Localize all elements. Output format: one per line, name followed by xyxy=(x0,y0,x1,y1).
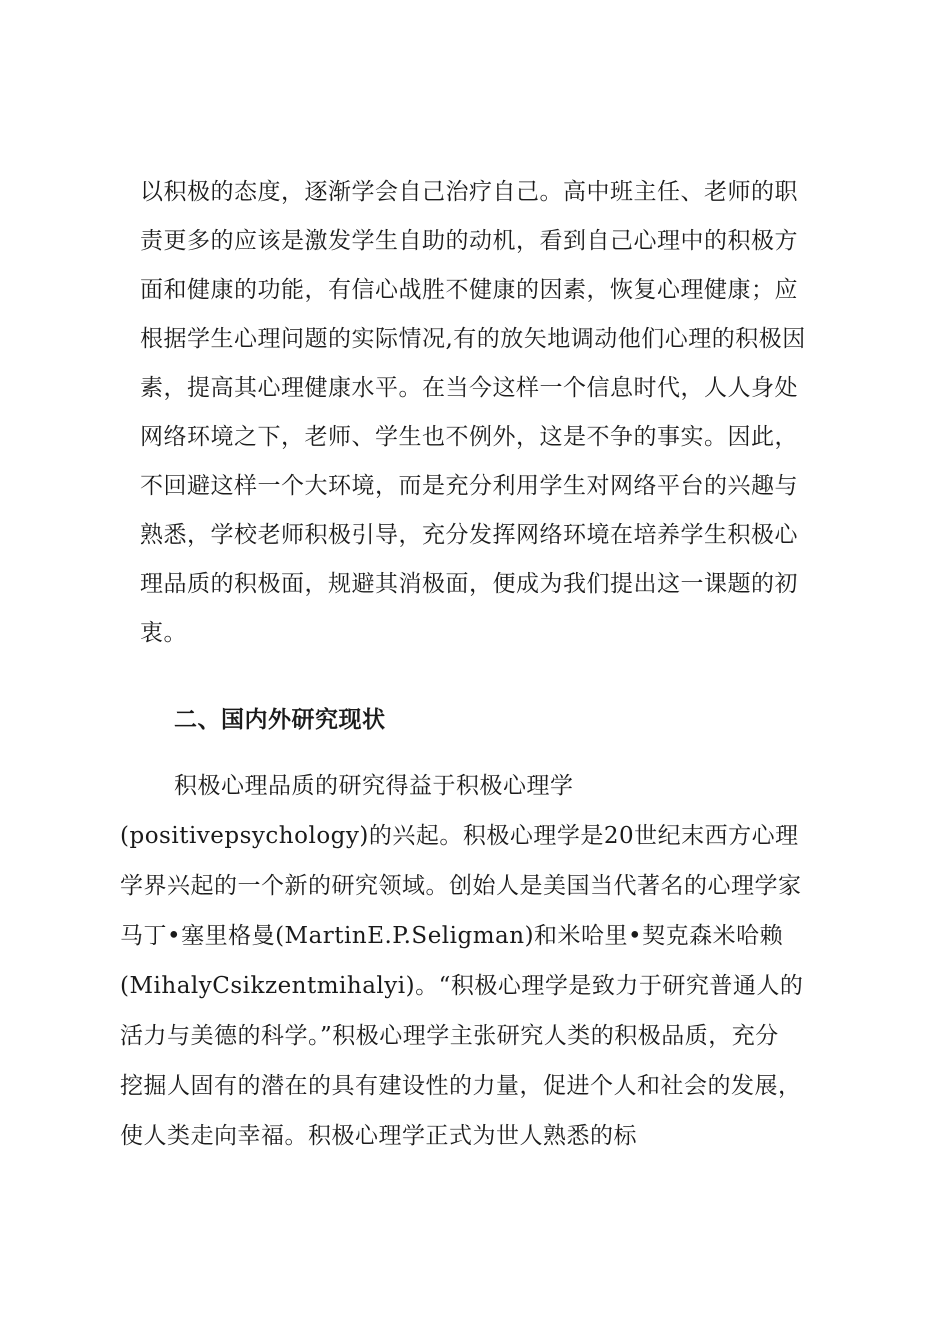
text-line: 使人类走向幸福。积极心理学正式为世人熟悉的标 xyxy=(120,1123,637,1149)
text-line: (positivepsychology)的兴起。积极心理学是20世纪末西方心理 xyxy=(120,823,799,849)
text-line: 素，提高其心理健康水平。在当今这样一个信息时代，人人身处 xyxy=(140,375,798,401)
text-line: 理品质的积极面，规避其消极面，便成为我们提出这一课题的初 xyxy=(140,571,798,597)
text-line: 不回避这样一个大环境，而是充分利用学生对网络平台的兴趣与 xyxy=(140,473,798,499)
section-heading: 二、国内外研究现状 xyxy=(174,707,386,733)
text-line: 网络环境之下，老师、学生也不例外，这是不争的事实。因此， xyxy=(140,424,798,450)
text-line: 以积极的态度，逐渐学会自己治疗自己。高中班主任、老师的职 xyxy=(140,179,798,205)
text-line: 责更多的应该是激发学生自助的动机，看到自己心理中的积极方 xyxy=(140,228,798,254)
text-line: 衷。 xyxy=(140,620,187,646)
text-line: 马丁•塞里格曼(MartinE.P.Seligman)和米哈里•契克森米哈赖 xyxy=(120,923,784,949)
text-line: (MihalyCsikzentmihalyi)。“积极心理学是致力于研究普通人的 xyxy=(120,973,804,999)
text-line: 熟悉，学校老师积极引导，充分发挥网络环境在培养学生积极心 xyxy=(140,522,798,548)
text-line: 活力与美德的科学。”积极心理学主张研究人类的积极品质，充分 xyxy=(120,1023,779,1049)
text-line: 根据学生心理问题的实际情况,有的放矢地调动他们心理的积极因 xyxy=(140,326,806,352)
text-line: 积极心理品质的研究得益于积极心理学 xyxy=(174,773,574,799)
text-line: 挖掘人固有的潜在的具有建设性的力量，促进个人和社会的发展， xyxy=(120,1073,802,1099)
text-line: 面和健康的功能，有信心战胜不健康的因素，恢复心理健康；应 xyxy=(140,277,798,303)
text-line: 学界兴起的一个新的研究领域。创始人是美国当代著名的心理学家 xyxy=(120,873,802,899)
